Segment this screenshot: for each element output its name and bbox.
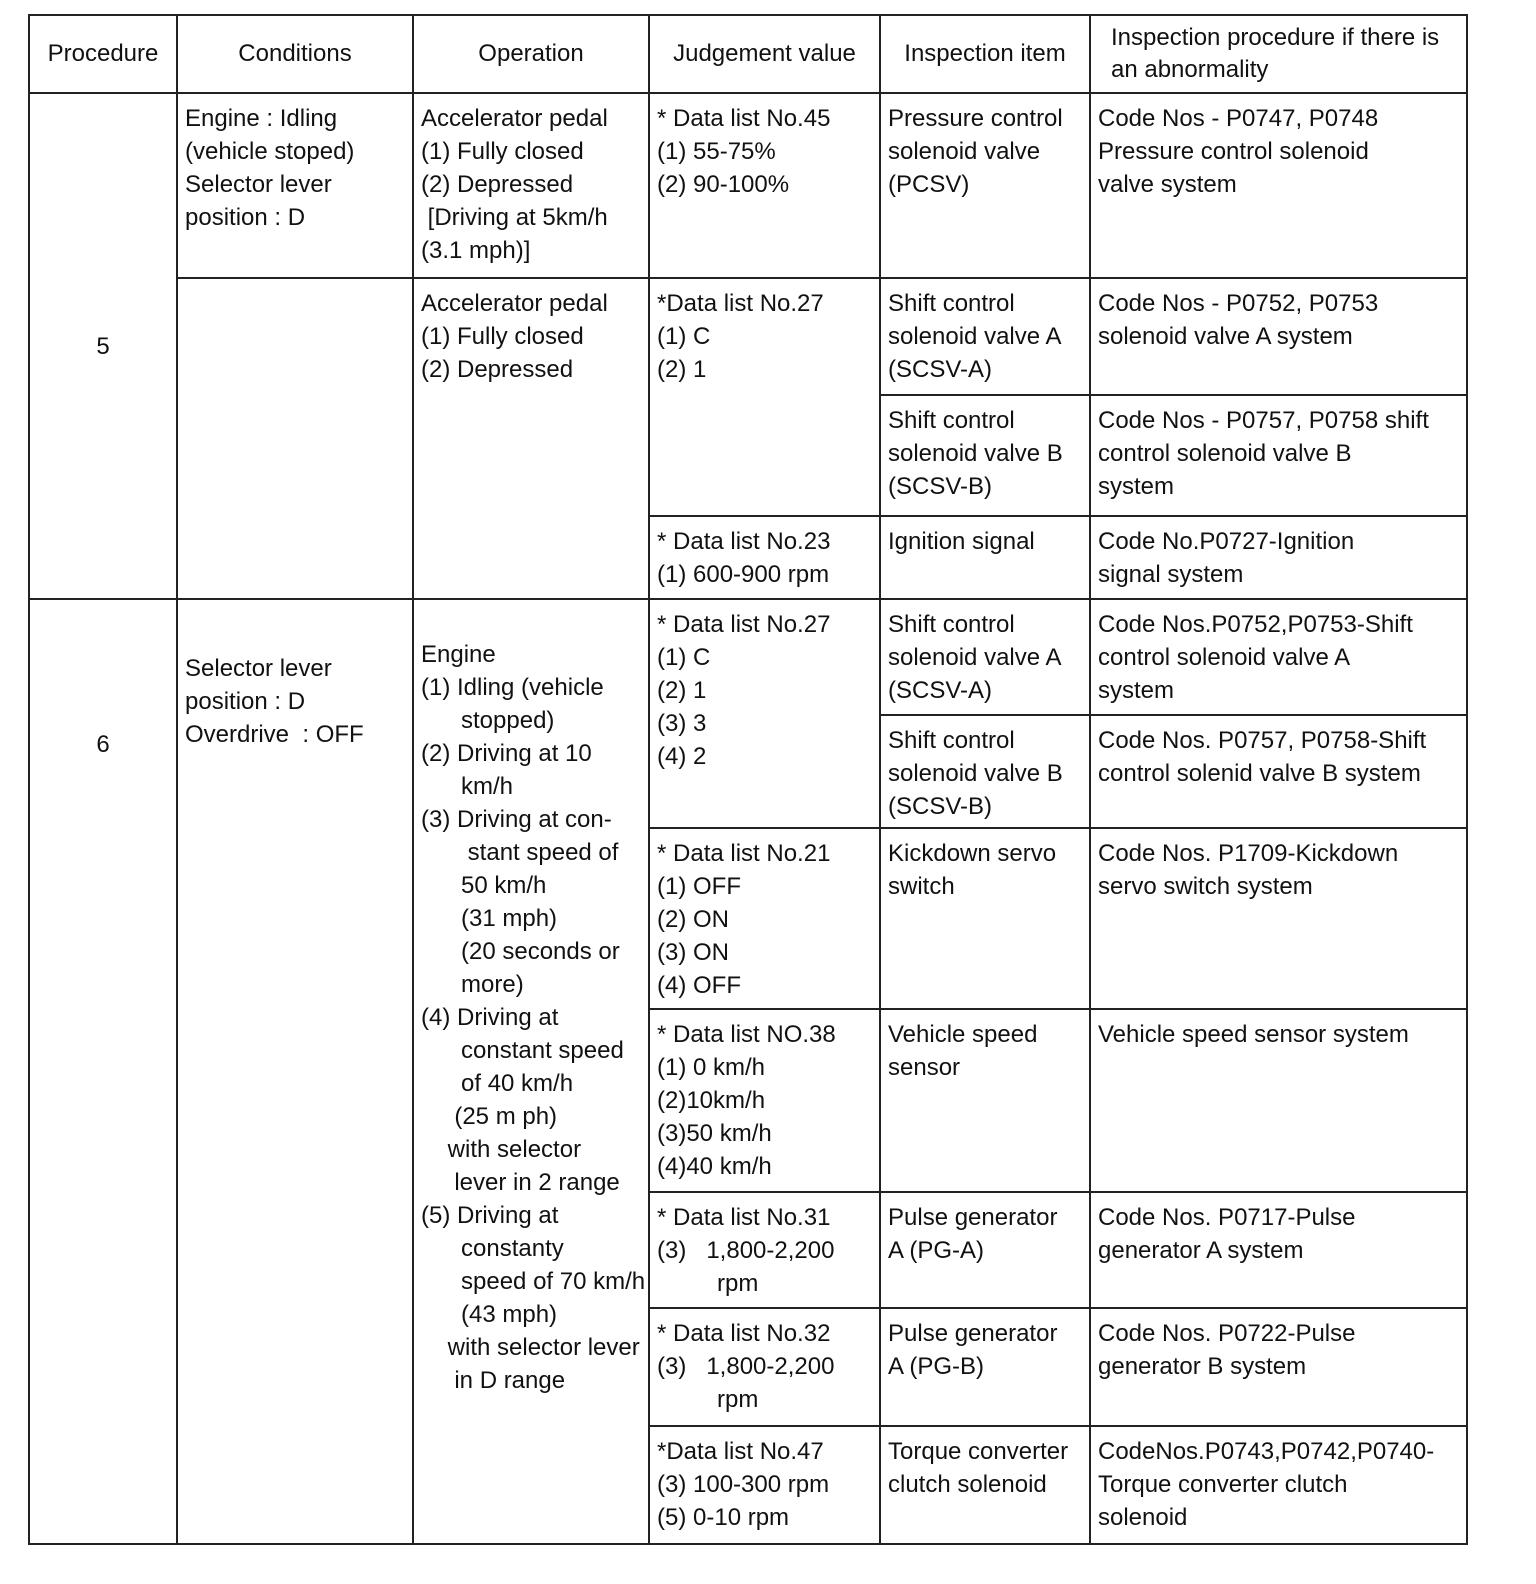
inspection-item — [880, 828, 1090, 1009]
text-line: solenoid — [1098, 1504, 1188, 1531]
text-line: km/h — [421, 773, 514, 800]
text-line: Shift control — [888, 727, 1015, 754]
conditions-5b — [177, 278, 413, 599]
abnormality-procedure — [1090, 516, 1467, 599]
inspection-item — [880, 599, 1090, 715]
table-row — [29, 93, 1467, 278]
text-line: (3) 100-300 rpm — [657, 1471, 830, 1498]
abnormality-procedure — [1090, 1192, 1467, 1308]
text-line: solenoid valve — [888, 138, 1041, 165]
text-line: Pressure control — [888, 105, 1063, 132]
text-line: solenoid valve A — [888, 644, 1062, 671]
abnormality-procedure — [1090, 828, 1467, 1009]
abnormality-procedure — [1090, 1009, 1467, 1192]
text-line: Accelerator pedal — [421, 105, 608, 132]
judgement-value — [649, 828, 880, 1009]
text-line: solenoid valve A — [888, 323, 1062, 350]
text-line: solenoid valve B — [888, 760, 1063, 787]
text-line: (2)10km/h — [657, 1087, 766, 1114]
text-line: (2) Driving at 10 — [421, 740, 592, 767]
text-line: with selector — [421, 1136, 582, 1163]
text-line: Code Nos. P1709-Kickdown — [1098, 840, 1399, 867]
text-line: * Data list No.45 — [657, 105, 831, 132]
conditions-5a — [177, 93, 413, 278]
abnormality-procedure — [1090, 278, 1467, 395]
inspection-item — [880, 1009, 1090, 1192]
inspection-item — [880, 278, 1090, 395]
operation-6 — [413, 599, 649, 1544]
text-line: more) — [421, 971, 524, 998]
inspection-table — [28, 14, 1468, 1545]
judgement-value — [649, 1308, 880, 1426]
text-line: Code Nos. P0757, P0758-Shift — [1098, 727, 1427, 754]
text-line: (4) 2 — [657, 743, 707, 770]
text-line: (2) Depressed — [421, 356, 574, 383]
text-line: CodeNos.P0743,P0742,P0740- — [1098, 1438, 1435, 1465]
text-line: switch — [888, 873, 955, 900]
text-line: (31 mph) — [421, 905, 558, 932]
text-line: servo switch system — [1098, 873, 1313, 900]
text-line: * Data list No.31 — [657, 1204, 831, 1231]
text-line: system — [1098, 473, 1175, 500]
inspection-item — [880, 715, 1090, 828]
text-line: *Data list No.47 — [657, 1438, 824, 1465]
text-line: (3) ON — [657, 939, 729, 966]
judgement-value — [649, 1192, 880, 1308]
operation-5a — [413, 93, 649, 278]
text-line: 50 km/h — [421, 872, 547, 899]
text-line: with selector lever — [421, 1334, 640, 1361]
text-line: (1) 0 km/h — [657, 1054, 766, 1081]
text-line: * Data list No.32 — [657, 1320, 831, 1347]
inspection-item — [880, 1308, 1090, 1426]
header-operation: Operation — [413, 15, 649, 93]
text-line: Engine — [421, 641, 496, 668]
text-line: (SCSV-A) — [888, 356, 993, 383]
judgement-value — [649, 278, 880, 516]
text-line: Code Nos - P0757, P0758 shift — [1098, 407, 1429, 434]
text-line: (2) 1 — [657, 356, 707, 383]
text-line: (5) Driving at — [421, 1202, 559, 1229]
text-line: A (PG-B) — [888, 1353, 985, 1380]
text-line: (1) C — [657, 323, 711, 350]
text-line: valve system — [1098, 171, 1237, 198]
text-line: system — [1098, 677, 1175, 704]
text-line: (3) Driving at con- — [421, 806, 612, 833]
text-line: stopped) — [421, 707, 555, 734]
text-line: (SCSV-A) — [888, 677, 993, 704]
text-line: (1) C — [657, 644, 711, 671]
abnormality-procedure — [1090, 1426, 1467, 1544]
text-line: constanty — [421, 1235, 564, 1262]
text-line: clutch solenoid — [888, 1471, 1047, 1498]
inspection-item — [880, 93, 1090, 278]
text-line: * Data list No.21 — [657, 840, 831, 867]
abnormality-procedure — [1090, 395, 1467, 516]
text-line: Torque converter clutch — [1098, 1471, 1348, 1498]
text-line: (2) 90-100% — [657, 171, 790, 198]
inspection-item — [880, 516, 1090, 599]
text-line: position : D — [185, 688, 306, 715]
text-line: (SCSV-B) — [888, 473, 993, 500]
text-line: Torque converter — [888, 1438, 1069, 1465]
text-line: (3.1 mph)] — [421, 237, 531, 264]
table-row — [29, 278, 1467, 395]
text-line: (1) OFF — [657, 873, 741, 900]
text-line: position : D — [185, 204, 306, 231]
conditions-6 — [177, 599, 413, 1544]
operation-5b — [413, 278, 649, 599]
text-line: (2) ON — [657, 906, 729, 933]
judgement-value — [649, 599, 880, 828]
text-line: solenoid valve B — [888, 440, 1063, 467]
header-conditions: Conditions — [177, 15, 413, 93]
text-line: (3)50 km/h — [657, 1120, 772, 1147]
text-line: * Data list NO.38 — [657, 1021, 836, 1048]
text-line: Kickdown servo — [888, 840, 1057, 867]
text-line: (20 seconds or — [421, 938, 620, 965]
text-line: Shift control — [888, 290, 1015, 317]
text-line: lever in 2 range — [421, 1169, 620, 1196]
text-line: (SCSV-B) — [888, 793, 993, 820]
text-line: Overdrive : OFF — [185, 721, 364, 748]
text-line: [Driving at 5km/h — [421, 204, 608, 231]
text-line: (1) Fully closed — [421, 138, 584, 165]
text-line: (43 mph) — [421, 1301, 558, 1328]
text-line: (2) Depressed — [421, 171, 574, 198]
text-line: speed of 70 km/h — [421, 1268, 646, 1295]
text-line: (5) 0-10 rpm — [657, 1504, 790, 1531]
table-row — [29, 599, 1467, 715]
judgement-value — [649, 1426, 880, 1544]
abnormality-procedure — [1090, 93, 1467, 278]
procedure-number-6: 6 — [29, 599, 177, 1544]
header-procedure: Procedure — [29, 15, 177, 93]
text-line: (vehicle stoped) — [185, 138, 355, 165]
judgement-value — [649, 93, 880, 278]
header-abnormality-procedure: Inspection procedure if there is an abnormality — [1090, 15, 1467, 93]
text-line: sensor — [888, 1054, 961, 1081]
text-line: rpm — [657, 1386, 759, 1413]
text-line: Pulse generator — [888, 1320, 1058, 1347]
judgement-value — [649, 1009, 880, 1192]
text-line: (25 m ph) — [421, 1103, 558, 1130]
inspection-item — [880, 395, 1090, 516]
text-line: constant speed — [421, 1037, 624, 1064]
inspection-sheet — [28, 14, 1466, 1544]
text-line: *Data list No.27 — [657, 290, 824, 317]
inspection-item — [880, 1192, 1090, 1308]
text-line: (4)40 km/h — [657, 1153, 772, 1180]
text-line: rpm — [657, 1270, 759, 1297]
text-line: * Data list No.23 — [657, 528, 831, 555]
text-line: control solenid valve B system — [1098, 760, 1421, 787]
text-line: of 40 km/h — [421, 1070, 574, 1097]
header-row — [29, 15, 1467, 93]
text-line: in D range — [421, 1367, 566, 1394]
text-line: Engine : Idling — [185, 105, 338, 132]
text-line: * Data list No.27 — [657, 611, 831, 638]
text-line: Code Nos.P0752,P0753-Shift — [1098, 611, 1413, 638]
abnormality-procedure — [1090, 715, 1467, 828]
text-line: Pulse generator — [888, 1204, 1058, 1231]
text-line: (1) Fully closed — [421, 323, 584, 350]
inspection-item — [880, 1426, 1090, 1544]
text-line: (3) 1,800-2,200 — [657, 1237, 835, 1264]
text-line: (1) 55-75% — [657, 138, 776, 165]
text-line: (3) 1,800-2,200 — [657, 1353, 835, 1380]
text-line: (3) 3 — [657, 710, 707, 737]
text-line: Code Nos. P0722-Pulse — [1098, 1320, 1356, 1347]
text-line: Code No.P0727-Ignition — [1098, 528, 1355, 555]
text-line: (1) 600-900 rpm — [657, 561, 830, 588]
text-line: Accelerator pedal — [421, 290, 608, 317]
text-line: control solenoid valve B — [1098, 440, 1352, 467]
text-line: control solenoid valve A — [1098, 644, 1351, 671]
text-line: Vehicle speed — [888, 1021, 1038, 1048]
text-line: signal system — [1098, 561, 1244, 588]
abnormality-procedure — [1090, 1308, 1467, 1426]
abnormality-procedure — [1090, 599, 1467, 715]
text-line: Vehicle speed sensor system — [1098, 1021, 1409, 1048]
text-line: Code Nos. P0717-Pulse — [1098, 1204, 1356, 1231]
text-line: stant speed of — [421, 839, 619, 866]
text-line: (4) OFF — [657, 972, 741, 999]
procedure-number-5: 5 — [29, 93, 177, 599]
text-line: generator B system — [1098, 1353, 1307, 1380]
text-line: Code Nos - P0752, P0753 — [1098, 290, 1379, 317]
text-line: (PCSV) — [888, 171, 970, 198]
judgement-value — [649, 516, 880, 599]
text-line: Pressure control solenoid — [1098, 138, 1369, 165]
text-line: Ignition signal — [888, 528, 1035, 555]
text-line: Selector lever — [185, 655, 332, 682]
text-line: generator A system — [1098, 1237, 1304, 1264]
text-line: (2) 1 — [657, 677, 707, 704]
text-line: (4) Driving at — [421, 1004, 559, 1031]
text-line: solenoid valve A system — [1098, 323, 1353, 350]
text-line: (1) Idling (vehicle — [421, 674, 604, 701]
text-line: Selector lever — [185, 171, 332, 198]
header-inspection-item: Inspection item — [880, 15, 1090, 93]
text-line: Code Nos - P0747, P0748 — [1098, 105, 1379, 132]
text-line: Shift control — [888, 611, 1015, 638]
text-line: Shift control — [888, 407, 1015, 434]
text-line: A (PG-A) — [888, 1237, 985, 1264]
header-judgement-value: Judgement value — [649, 15, 880, 93]
